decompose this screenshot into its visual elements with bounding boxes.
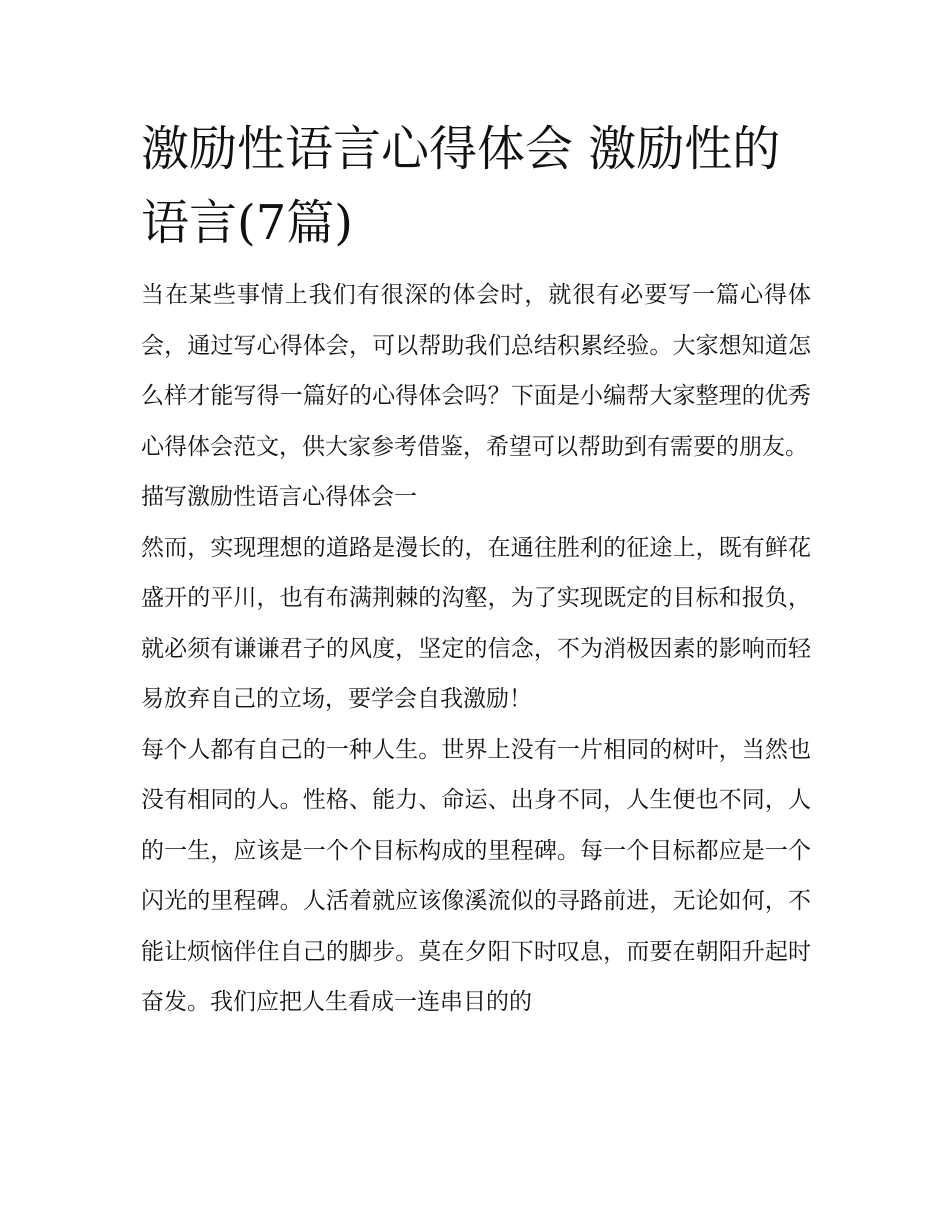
intro-paragraph: 当在某些事情上我们有很深的体会时，就很有必要写一篇心得体会，通过写心得体会，可以帮助我们总结积累经验。大家想知道怎么样才能写得一篇好的心得体会吗？下面是小编帮大家整理的优秀心得体会范文，供大家参考借鉴，希望可以帮助到有需要的朋友。 [141, 282, 811, 460]
body-paragraph-2: 每个人都有自己的一种人生。世界上没有一片相同的树叶，当然也没有相同的人。性格、能力、命运、出身不同，人生便也不同，人的一生，应该是一个个目标构成的里程碑。每一个目标都应是一个闪光的里程碑。人活着就应该像溪流似的寻路前进，无论如何，不能让烦恼伴住自己的脚步。莫在夕阳下时叹息，而要在朝阳升起时奋发。我们应把人生看成一连串目的的 [141, 736, 811, 1015]
section-heading: 描写激励性语言心得体会一 [141, 484, 417, 510]
document-body [141, 112, 811, 1028]
document-title: 激励性语言心得体会 激励性的语言(7篇) [141, 121, 781, 251]
body-paragraph-1: 然而，实现理想的道路是漫长的，在通往胜利的征途上，既有鲜花盛开的平川，也有布满荆棘的沟壑，为了实现既定的目标和报负，就必须有谦谦君子的风度，坚定的信念，不为消极因素的影响而轻易放弃自己的立场，要学会自我激励！ [141, 534, 811, 712]
